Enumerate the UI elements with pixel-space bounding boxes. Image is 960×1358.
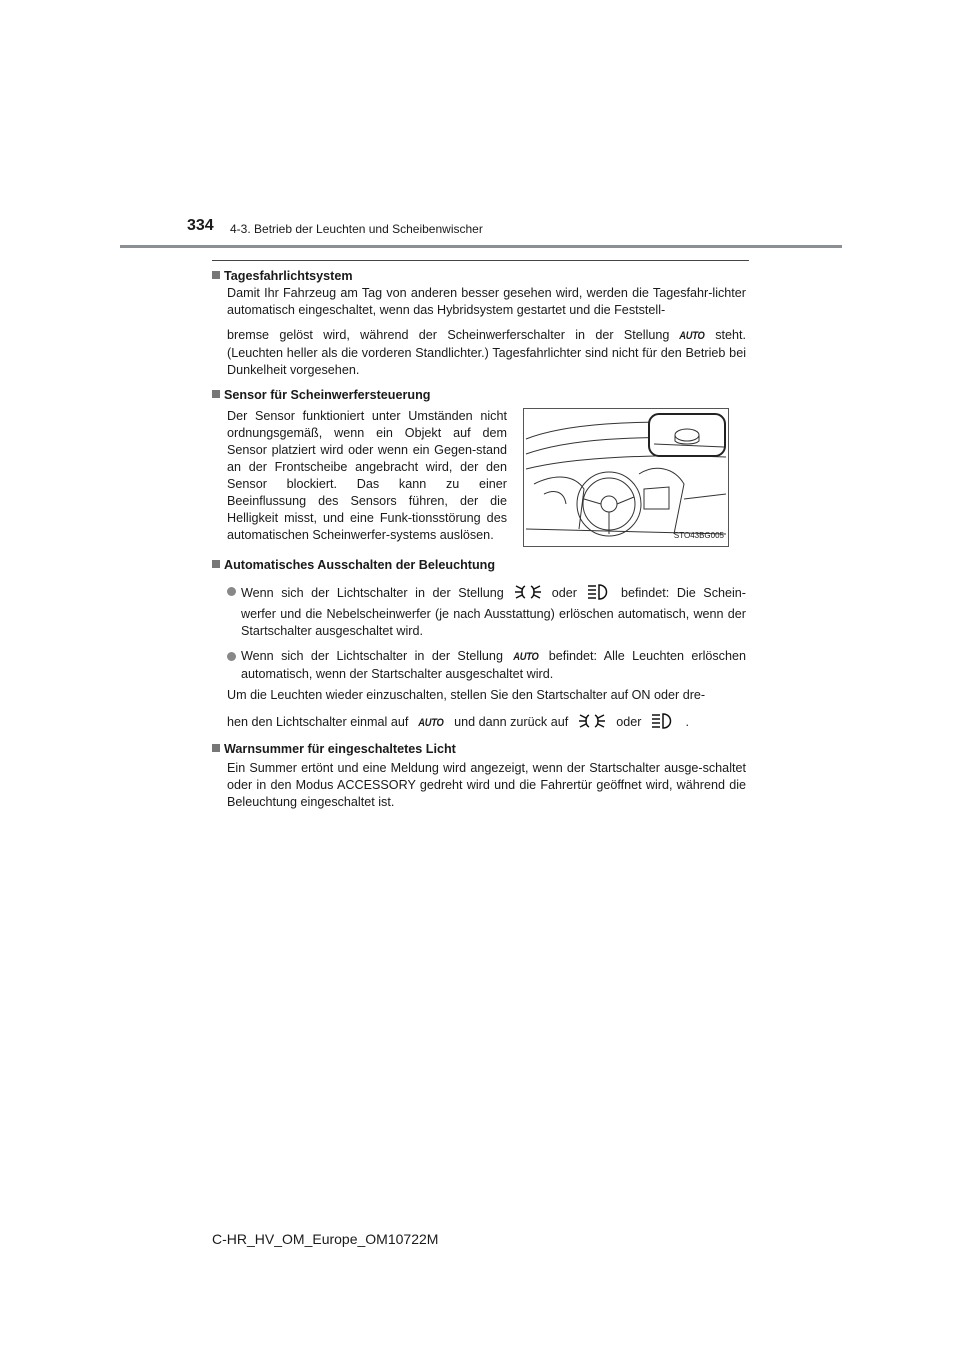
square-bullet-icon <box>212 744 220 752</box>
buzzer-heading: Warnsummer für eingeschaltetes Licht <box>212 741 746 758</box>
bullet-icon <box>227 652 236 661</box>
auto-icon: AUTO <box>513 651 539 663</box>
bullet-icon <box>227 587 236 596</box>
list-item: Wenn sich der Lichtschalter in der Stellung AUTO befindet: Alle Leuchten erlöschen automatisch, wenn der Startschalter ausgeschaltet wird. <box>227 648 746 683</box>
parking-light-icon <box>578 712 606 735</box>
page-number: 334 <box>187 217 214 234</box>
square-bullet-icon <box>212 390 220 398</box>
parking-light-icon <box>514 583 542 606</box>
headlight-icon <box>651 712 675 735</box>
headlight-icon <box>587 583 611 606</box>
document-id: C-HR_HV_OM_Europe_OM10722M <box>212 1231 439 1247</box>
dashboard-illustration-graphic <box>524 409 728 546</box>
auto-off-note: Um die Leuchten wieder einzuschalten, stellen Sie den Startschalter auf ON oder dre- <box>227 688 706 702</box>
drl-text-continued: bremse gelöst wird, während der Scheinwerferschalter in der Stellung AUTO steht. (Leuchten heller als die vorderen Standlichter.) Tagesfahrlichter sind nicht für den Betrieb bei Dunkelheit vorgesehen. <box>227 328 746 377</box>
dashboard-sensor-illustration <box>523 408 729 547</box>
sensor-block <box>227 408 746 547</box>
auto-off-heading: Automatisches Ausschalten der Beleuchtung <box>212 557 746 574</box>
square-bullet-icon <box>212 271 220 279</box>
drl-heading: Tagesfahrlichtsystem <box>212 268 746 285</box>
header-divider <box>120 245 842 248</box>
sensor-heading: Sensor für Scheinwerfersteuerung <box>212 387 746 404</box>
square-bullet-icon <box>212 560 220 568</box>
section-title: 4-3. Betrieb der Leuchten und Scheibenwischer <box>230 222 483 236</box>
page-content <box>212 268 746 811</box>
list-item: Wenn sich der Lichtschalter in der Stellung oder befindet: Die Schein-werfer und die Nebelscheinwerfer (je nach Ausstattung) erlöschen automatisch, wenn der Startschalter ausgeschaltet wird. <box>227 583 746 640</box>
content-divider <box>212 260 749 261</box>
sensor-text: Der Sensor funktioniert unter Umständen nicht ordnungsgemäß, wenn ein Objekt auf dem Sensor platziert wird oder wenn ein Gegen-stand an der Frontscheibe angebracht wird, der den Sensor blockiert. Das kann zu einer Beeinflussung des Sensors führen, der die Helligkeit misst, und eine Funk-tionsstörung des automatischen Scheinwerfer-systems auslösen. <box>227 409 507 542</box>
buzzer-text: Ein Summer ertönt und eine Meldung wird angezeigt, wenn der Startschalter ausge-schaltet oder in den Modus ACCESSORY gedreht wird und die Fahrertür geöffnet wird, während die Beleuchtung eingeschaltet ist. <box>227 761 746 809</box>
auto-off-note-continued: hen den Lichtschalter einmal auf AUTO und dann zurück auf oder . <box>227 712 746 735</box>
drl-text: Damit Ihr Fahrzeug am Tag von anderen besser gesehen wird, werden die Tagesfahr-lichter automatisch eingeschaltet, wenn das Hybridsystem gestartet und die Feststell- <box>227 286 746 317</box>
auto-icon: AUTO <box>679 330 705 342</box>
figure-code: STO43BG005 <box>673 531 724 540</box>
auto-icon: AUTO <box>418 717 444 729</box>
